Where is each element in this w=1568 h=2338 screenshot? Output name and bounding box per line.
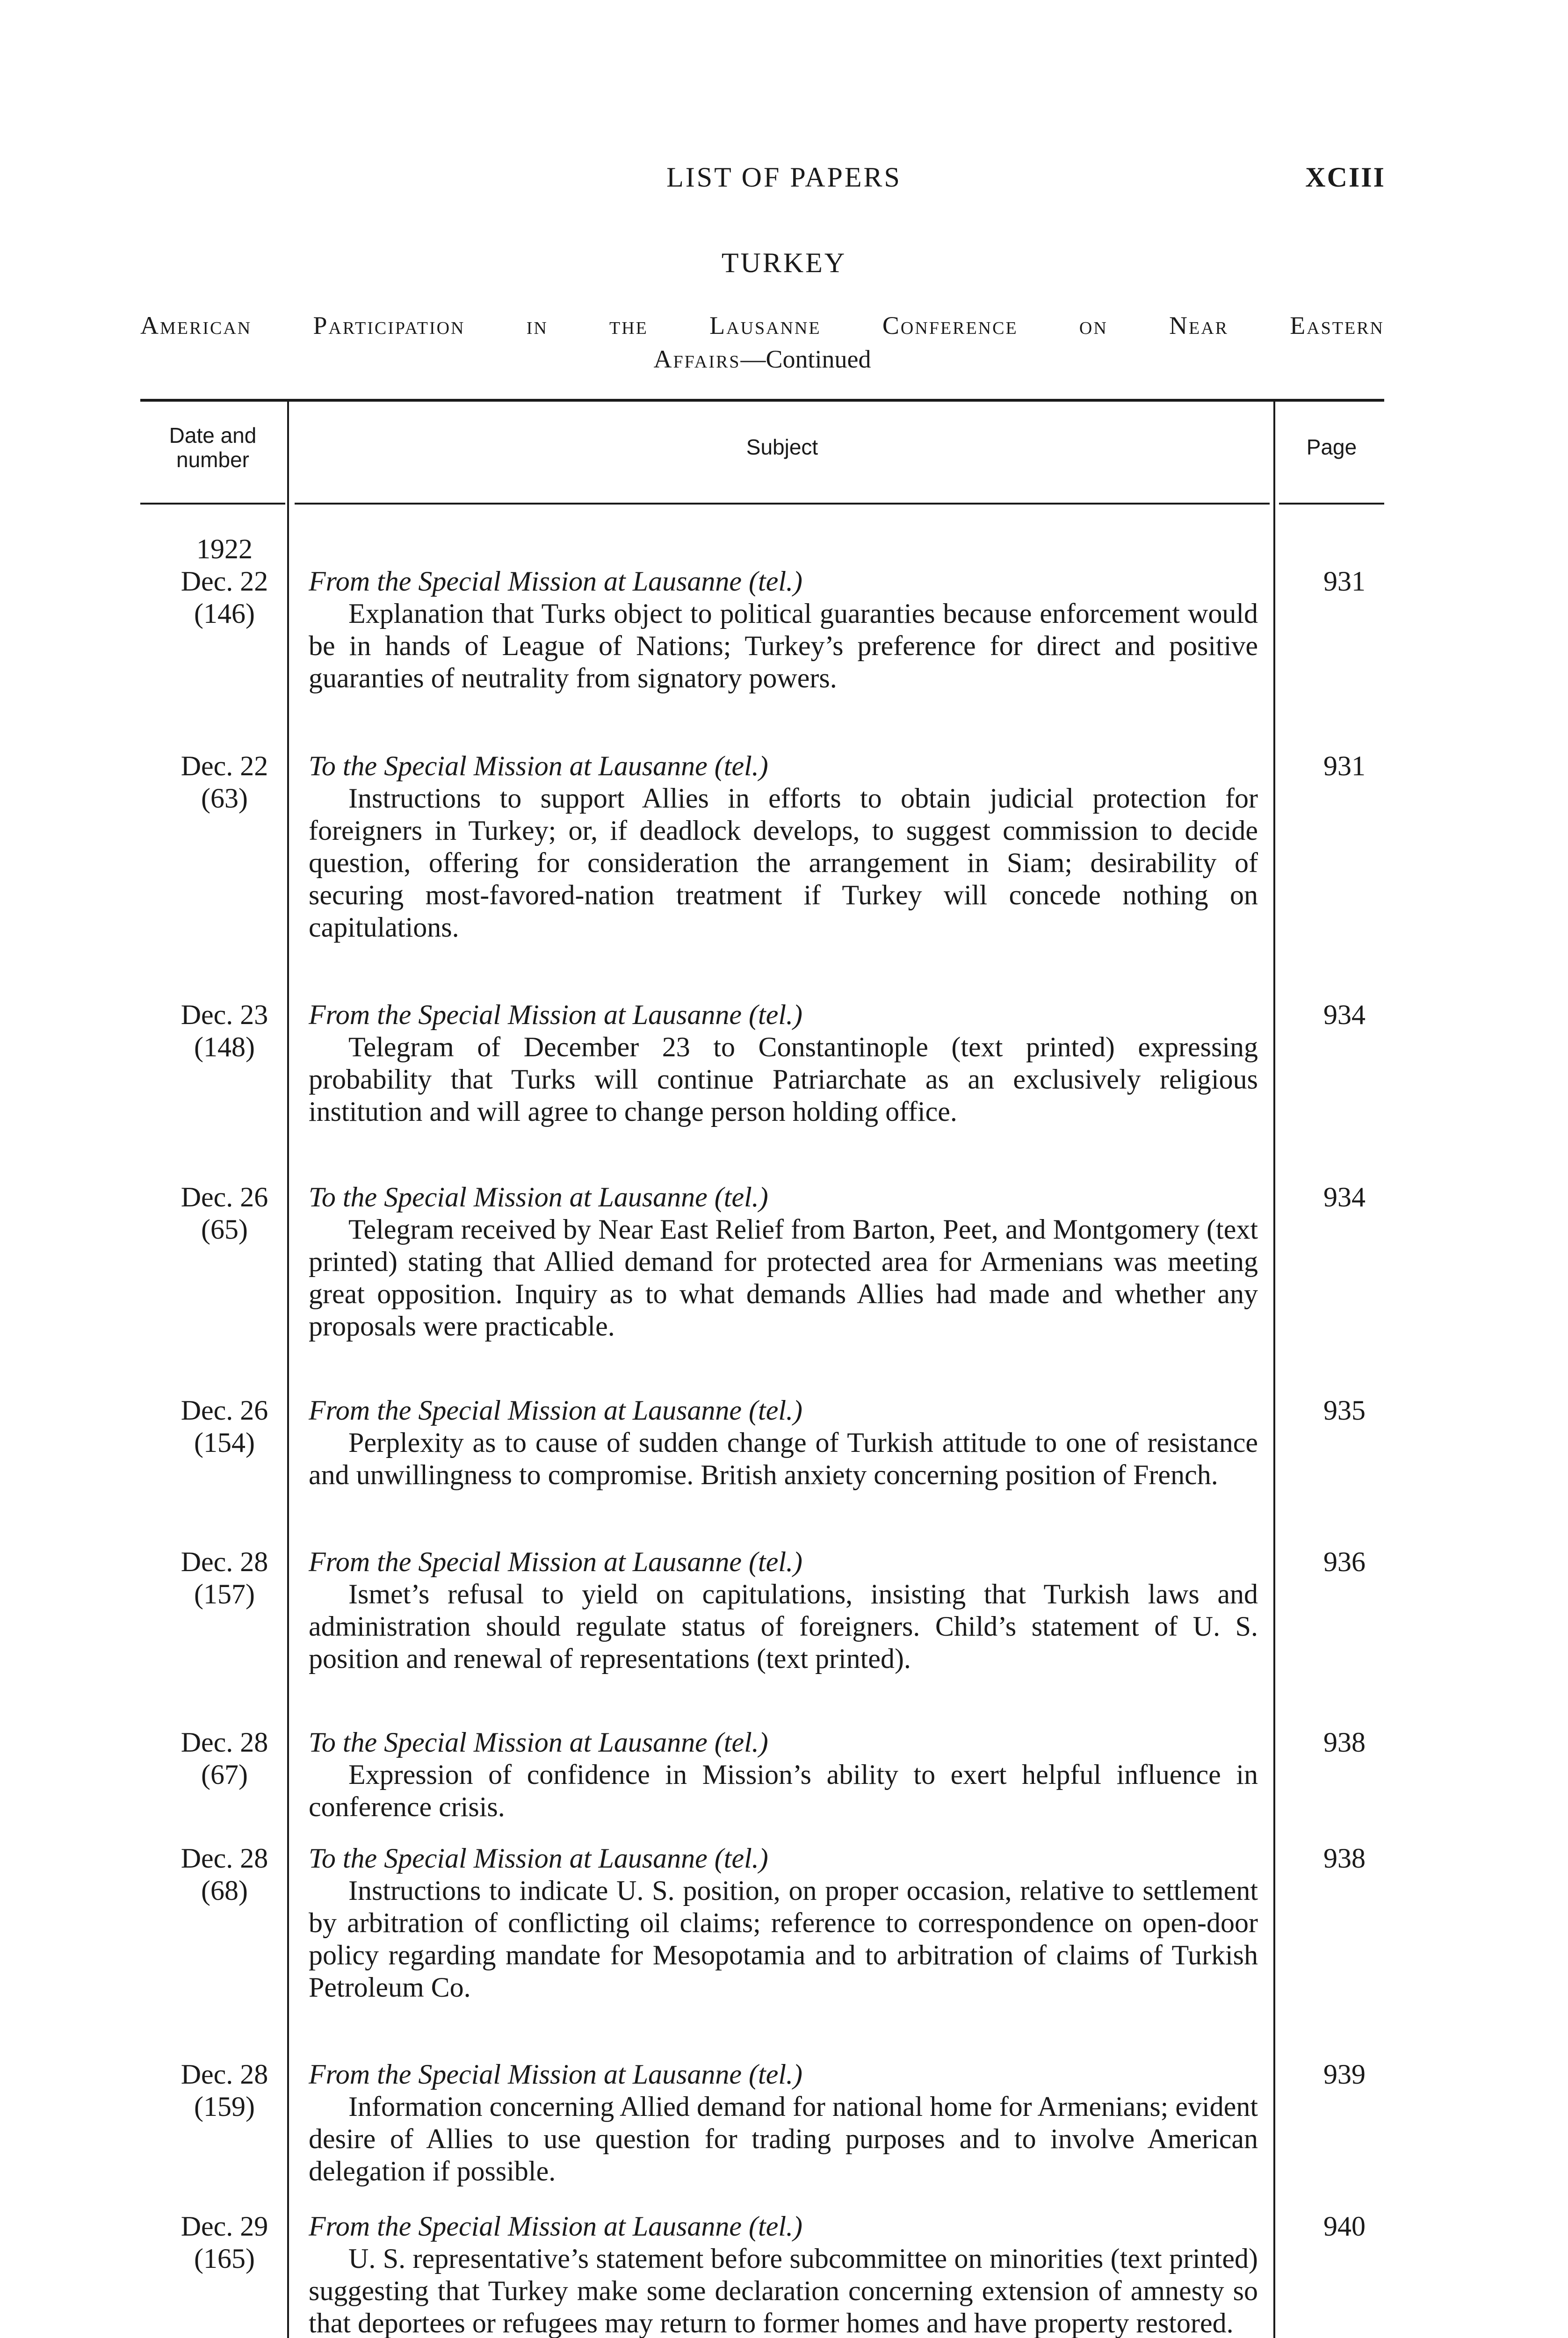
- entry-date-text: Dec. 29: [181, 2211, 268, 2242]
- entry-date-text: Dec. 22: [181, 566, 268, 597]
- entry-number: (159): [194, 2091, 255, 2122]
- entry-subject: [309, 1842, 1258, 2004]
- entry-number: (148): [194, 1032, 255, 1062]
- entry-summary: Telegram received by Near East Relief from Barton, Peet, and Montgomery (text printed) stating that Allied demand for protected area for Armenians was meeting great opposition. Inquiry as to what demands Allies had made and whether any proposals were practicable.: [309, 1214, 1258, 1342]
- header-bottom-rule-subject: [295, 503, 1270, 505]
- entry-page: 935: [1323, 1395, 1366, 1426]
- entry-page: 939: [1323, 2059, 1366, 2090]
- entry-subject: [309, 1394, 1258, 1491]
- entry-summary: Instructions to indicate U. S. position, on proper occasion, relative to settlement by arbitration of conflicting oil claims; reference to correspondence on open-door policy regarding mandate for Mesopotamia and to arbitration of claims of Turkish Petroleum Co.: [309, 1875, 1258, 2003]
- column-header-date-line-1: Date and: [169, 423, 257, 447]
- section-title-smallcaps: Affairs: [653, 345, 741, 373]
- header-bottom-rule-date: [140, 503, 285, 505]
- entry-date: [154, 750, 295, 815]
- entry-number: (68): [201, 1875, 248, 1906]
- entry-date: [154, 1546, 295, 1610]
- entry-date-text: Dec. 26: [181, 1182, 268, 1212]
- entry-source: From the Special Mission at Lausanne (tel.): [309, 566, 802, 597]
- column-header-date-line-2: number: [176, 447, 249, 472]
- entry-summary: Telegram of December 23 to Constantinople (text printed) expressing probability that Turks will continue Patriarchate as an exclusively religious institution and will agree to change person holding office.: [309, 1032, 1258, 1127]
- entry-number: (67): [201, 1759, 248, 1790]
- entry-source: From the Special Mission at Lausanne (tel.): [309, 1546, 802, 1577]
- entry-subject: [309, 1181, 1258, 1342]
- entry-date: [154, 1181, 295, 1246]
- entry-source: To the Special Mission at Lausanne (tel.): [309, 1843, 768, 1874]
- entry-summary: Ismet’s refusal to yield on capitulations, insisting that Turkish laws and administration should regulate status of foreigners. Child’s statement of U. S. position and renewal of representations (text printed).: [309, 1579, 1258, 1674]
- entry-number: (154): [194, 1427, 255, 1458]
- entry-date-text: Dec. 28: [181, 1843, 268, 1874]
- entry-number: (165): [194, 2243, 255, 2274]
- entry-date: [154, 1842, 295, 1907]
- entry-date: [154, 999, 295, 1063]
- column-divider-right: [1273, 402, 1275, 2338]
- entry-date-text: Dec. 28: [181, 1727, 268, 1758]
- entry-source: From the Special Mission at Lausanne (tel.): [309, 2211, 802, 2242]
- entry-source: To the Special Mission at Lausanne (tel.): [309, 750, 768, 781]
- entry-page: 940: [1323, 2211, 1366, 2242]
- entry-date: [154, 2058, 295, 2123]
- entry-summary: Instructions to support Allies in efforts to obtain judicial protection for foreigners in Turkey; or, if deadlock develops, to suggest commission to decide question, offering for consideration the arrangement in Siam; desirability of securing most-favored-nation treatment if Turkey will concede nothing on capitulations.: [309, 783, 1258, 943]
- column-divider-left: [287, 402, 289, 2338]
- table-top-rule: [140, 399, 1384, 402]
- entry-page: 936: [1323, 1546, 1366, 1577]
- entry-date-text: Dec. 28: [181, 1546, 268, 1577]
- entry-subject: [309, 1726, 1258, 1823]
- entry-subject: [309, 2210, 1258, 2338]
- entry-date: [154, 1394, 295, 1459]
- entry-date: [154, 565, 295, 630]
- country-heading: TURKEY: [721, 247, 847, 278]
- entry-page: 934: [1323, 999, 1366, 1030]
- header-bottom-rule-page: [1279, 503, 1384, 505]
- entry-date-text: Dec. 22: [181, 750, 268, 781]
- entry-summary: Expression of confidence in Mission’s ability to exert helpful influence in conference crisis.: [309, 1759, 1258, 1822]
- entry-summary: Explanation that Turks object to political guaranties because enforcement would be in hands of League of Nations; Turkey’s preference for direct and positive guaranties of neutrality from signatory powers.: [309, 598, 1258, 693]
- running-head: [0, 161, 1568, 199]
- entry-source: To the Special Mission at Lausanne (tel.): [309, 1727, 768, 1758]
- entry-number: (157): [194, 1579, 255, 1609]
- running-title: LIST OF PAPERS: [666, 162, 902, 193]
- entry-subject: [309, 2058, 1258, 2187]
- column-header-page: Page: [1306, 435, 1357, 459]
- entry-date: [154, 2210, 295, 2275]
- entry-summary: U. S. representative’s statement before subcommittee on minorities (text printed) suggesting that Turkey make some declaration concerning extension of amnesty so that deportees or refugees may return to former homes and have property restored.: [309, 2243, 1258, 2338]
- entry-page: 934: [1323, 1182, 1366, 1212]
- entry-number: (146): [194, 598, 255, 629]
- entry-date-text: Dec. 28: [181, 2059, 268, 2090]
- page-folio: XCIII: [1305, 162, 1386, 193]
- section-title-line-1: American Participation in the Lausanne Conference on Near Eastern: [140, 311, 1384, 339]
- column-header-subject: Subject: [746, 435, 818, 459]
- entry-page: 931: [1323, 750, 1366, 781]
- entry-source: From the Special Mission at Lausanne (tel.): [309, 1395, 802, 1426]
- section-title: [140, 309, 1384, 376]
- entry-subject: [309, 565, 1258, 694]
- entry-page: 938: [1323, 1727, 1366, 1758]
- entry-subject: [309, 750, 1258, 944]
- entry-date: [154, 1726, 295, 1791]
- entry-summary: Perplexity as to cause of sudden change of Turkish attitude to one of resistance and unwillingness to compromise. British anxiety concerning position of French.: [309, 1427, 1258, 1490]
- entry-page: 938: [1323, 1843, 1366, 1874]
- entry-source: To the Special Mission at Lausanne (tel.): [309, 1182, 768, 1212]
- entry-number: (65): [201, 1214, 248, 1245]
- entry-source: From the Special Mission at Lausanne (tel.): [309, 999, 802, 1030]
- entry-subject: [309, 1546, 1258, 1675]
- entry-page: 931: [1323, 566, 1366, 597]
- year-label: 1922: [196, 534, 253, 564]
- entry-date-text: Dec. 26: [181, 1395, 268, 1426]
- entry-date-text: Dec. 23: [181, 999, 268, 1030]
- entry-summary: Information concerning Allied demand for national home for Armenians; evident desire of Allies to use question for trading purposes and to involve American delegation if possible.: [309, 2091, 1258, 2186]
- section-title-continued: —Continued: [740, 345, 871, 373]
- entry-number: (63): [201, 783, 248, 814]
- entry-source: From the Special Mission at Lausanne (tel.): [309, 2059, 802, 2090]
- section-title-line-2: [140, 342, 1384, 376]
- entry-subject: [309, 999, 1258, 1128]
- column-header-date: [145, 423, 281, 472]
